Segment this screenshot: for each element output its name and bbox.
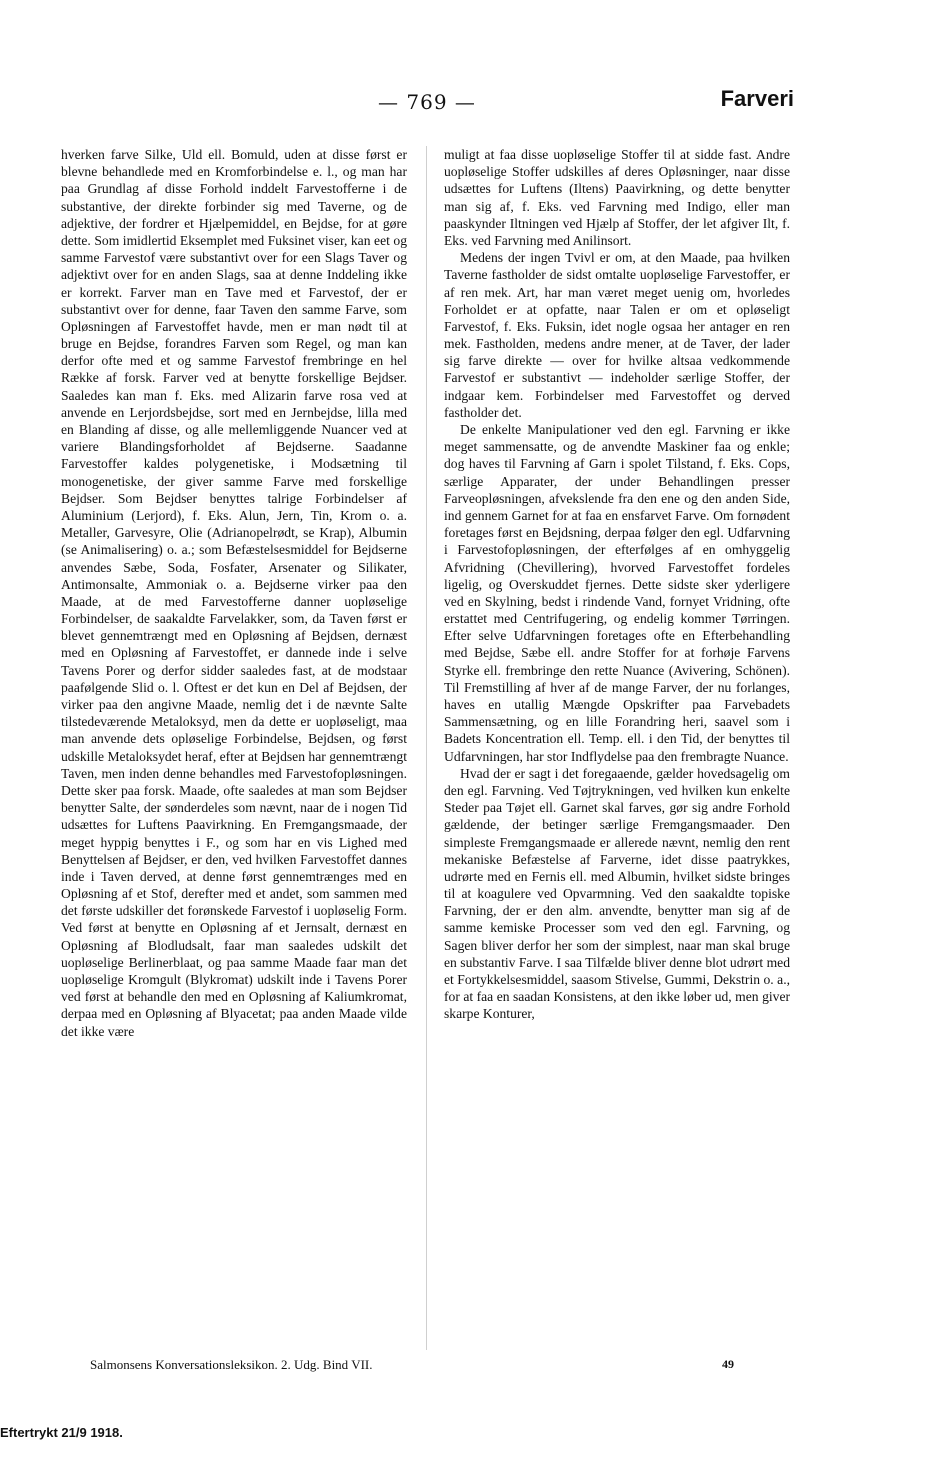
right-paragraph-1: muligt at faa disse uopløselige Stoffer til at sidde fast. Andre uopløselige Stoffer udskilles af deres Opløsninger, naar disse udsættes for Luftens (Iltens) Paavirkning, og dette benytter man sig af, f. Eks. ved Farvning med Indigo, eller man paaskynder Iltningen ved Hjælp af Stoffer, der let afgiver Ilt, f. Eks. ved Farvning med Anilinsort. (444, 147, 790, 248)
right-column (444, 146, 790, 1350)
right-paragraph-4: Hvad der er sagt i det foregaaende, gælder hovedsagelig om den egl. Farvning. Ved Tøjtrykningen, ved hvilken kun enkelte Steder paa Tøjet ell. Garnet skal farves, gør sig andre Forhold gældende, der betinger særlige Fremgangsmaader. Den simpleste Fremgangsmaade er allerede nævnt, nemlig den rent mekaniske Befæstelse af Farverne, idet disse paatrykkes, udrørte med en Fernis ell. med Albumin, hvilket sidste bringes til at koagulere ved Opvarmning. Ved den saakaldte topiske Farvning, der er den alm. anvendte, benytter man sig af de samme kemiske Processer som ved den egl. Farvning, og Sagen bliver derfor her som der simplest, naar man skal bruge en substantiv Farve. I saa Tilfælde bliver denne blot udrørt med et Fortykkelsesmiddel, saasom Stivelse, Gummi, Dekstrin o. a., for at faa en saadan Konsistens, at den ikke løber ud, men giver skarpe Konturer, (444, 765, 790, 1022)
column-gutter (426, 146, 427, 1350)
page-header (60, 86, 794, 118)
publication-line: Salmonsens Konversationsleksikon. 2. Udg. Bind VII. (90, 1357, 373, 1372)
right-paragraph-2: Medens der ingen Tvivl er om, at den Maade, paa hvilken Taverne fastholder de sidst omtalte uopløselige Farvestoffer, er af ren mek. Art, har man været meget uenig om, hvorledes Forholdet er at opfatte, naar Talen er om et opløseligt Farvestof, f. Eks. Fuksin, idet nogle ogsaa her antager en ren mek. Fastholden, medens andre mener, at de Taver, der lader sig farve direkte — over for hvilke altsaa vedkommende Farvestof er substantivt — indeholder særlige Stoffer, der indgaar kem. Forbindelser med Farvestoffet og derved fastholder det. (444, 250, 790, 420)
right-paragraph-3: De enkelte Manipulationer ved den egl. Farvning er ikke meget sammensatte, og de anvendte Maskiner faa og enkle; dog haves til Farvning af Garn i spolet Tilstand, f. Eks. Cops, særlige Apparater, der under Behandlingen presser Farveopløsningen, afvekslende fra den ene og den anden Side, ind gennem Garnet for at faa en ensfarvet Farve. Om fornødent foretages først en Bejdsning, derpaa følger den egl. Udfarvning i Farvestofopløsningen, der efterfølges af en omhyggelig Afvridning (Chevillering), hvorved Farvestoffet fordeles ligelig, og Overskuddet fjernes. Dette sidste sker yderligere ved en Skylning, bedst i rindende Vand, fornyet Vridning, ofte erstattet med Centrifugering, og endelig kommer Tørringen. Efter selve Udfarvningen foretages ofte en Efterbehandling med Bejdse, Sæbe ell. andre Stoffer for at forhøje Farvens Styrke ell. frembringe den rette Nuance (Avivering, Schönen). Til Fremstilling af hver af de mange Farver, der nu forlanges, haves en utallig Mængde Opskrifter paa Farvebadets Sammensætning, og en lille Forandring heri, saavel som i Badets Koncentration ell. Temp. ell. i den Tid, der benyttes til Udfarvningen, har stor Indflydelse paa den frembragte Nuance. (444, 422, 790, 764)
page-footer (90, 1357, 790, 1377)
reprint-note: Eftertrykt 21/9 1918. (0, 1425, 123, 1440)
page-number: — 769 — (378, 90, 476, 114)
left-paragraph-1: hverken farve Silke, Uld ell. Bomuld, uden at disse først er blevne behandlede med en Kromforbindelse e. l., og man har paa Grundlag af disse Forhold inddelt Farvestofferne i de substantive, der direkte forbinder sig med Taverne, og de adjektive, der fordrer et Hjælpemiddel, en Bejdse, for at gøre dette. Som imidlertid Eksemplet med Fuksinet viser, kan eet og samme Farvestof være substantivt over for een Slags Taver og adjektivt over for en anden Slags, saa at denne Inddeling ikke er korrekt. Farver man en Tave med et Farvestof, der er substantivt over for denne, faar Taven den samme Farve, som Opløsningen af Farvestoffet havde, men er man nødt til at bruge en Bejdse, forandres Farven som Regel, og man kan derfor ofte med et og samme Farvestof frembringe en hel Række af forsk. Farver ved at benytte forskellige Bejdser. Saaledes kan man f. Eks. med Alizarin farve rosa ved at anvende en Lerjordsbejdse, sort med en Jernbejdse, lilla med en Blanding af disse, og alle mellemliggende Nuancer ved at variere Blandingsforholdet af Bejdserne. Saadanne Farvestoffer kaldes polygenetiske, i Modsætning til monogenetiske, der giver samme Farve med forskellige Bejdser. Som Bejdser benyttes talrige Forbindelser af Aluminium (Lerjord), f. Eks. Alun, Jern, Tin, Krom o. a. Metaller, Garvesyre, Olie (Adrianopelrødt, se Krap), Albumin (se Animalisering) o. a.; som Befæstelsesmiddel for Bejdserne anvendes Sæbe, Soda, Fosfater, Arsenater og Silikater, Antimonsalte, Ammoniak o. a. Bejdserne virker paa den Maade, at de med Farvestofferne danner uopløselige Forbindelser, de saakaldte Farvelakker, som, da Taven først er blevet gennemtrængt med en Opløsning af Bejdsen, dernæst med en Opløsning af Farvestoffet, er dannede inde i selve Tavens Porer og derfor sidder saaledes fast, at de modstaar paafølgende Slid o. l. Oftest er det kun en Del af Bejdsen, der virker paa den angivne Maade, nemlig det i de nævnte Salte tilstedeværende Metaloksyd, men da dette er uopløseligt, maa man anvende dets opløselige Forbindelse, Bejdsen, og først udskille Metaloksydet heraf, efter at Bejdsen har gennemtrængt Taven, men inden denne behandles med Farvestofopløsningen. Dette sker paa forsk. Maade, ofte saaledes at man som Bejdser benytter Salte, der sønderdeles som nævnt, naar de i nogen Tid udsættes for Luftens Paavirkning. En Fremgangsmaade, der meget hyppig benyttes i F., og som har en vis Lighed med Benyttelsen af Bejdser, er den, ved hvilken Farvestoffet dannes inde i Taven derved, at denne først gennemtrænges med en Opløsning af et Stof, derefter med et andet, som sammen med det første udskiller det forønskede Farvestof i uopløselig Form. Ved først at benytte en Opløsning af et Jernsalt, dernæst en Opløsning af Blodludsalt, faar man saaledes udskilt det uopløselige Berlinerblaat, og paa samme Maade faar man det uopløselige Kromgult (Blykromat) udskilt inde i Tavens Porer ved først at behandle den med en Opløsning af Kaliumkromat, derpaa med en Opløsning af Blyacetat; paa anden Maade vilde det ikke være (61, 147, 407, 1039)
signature-mark: 49 (722, 1357, 734, 1371)
running-head: Farveri (720, 86, 794, 111)
left-column (61, 146, 407, 1350)
